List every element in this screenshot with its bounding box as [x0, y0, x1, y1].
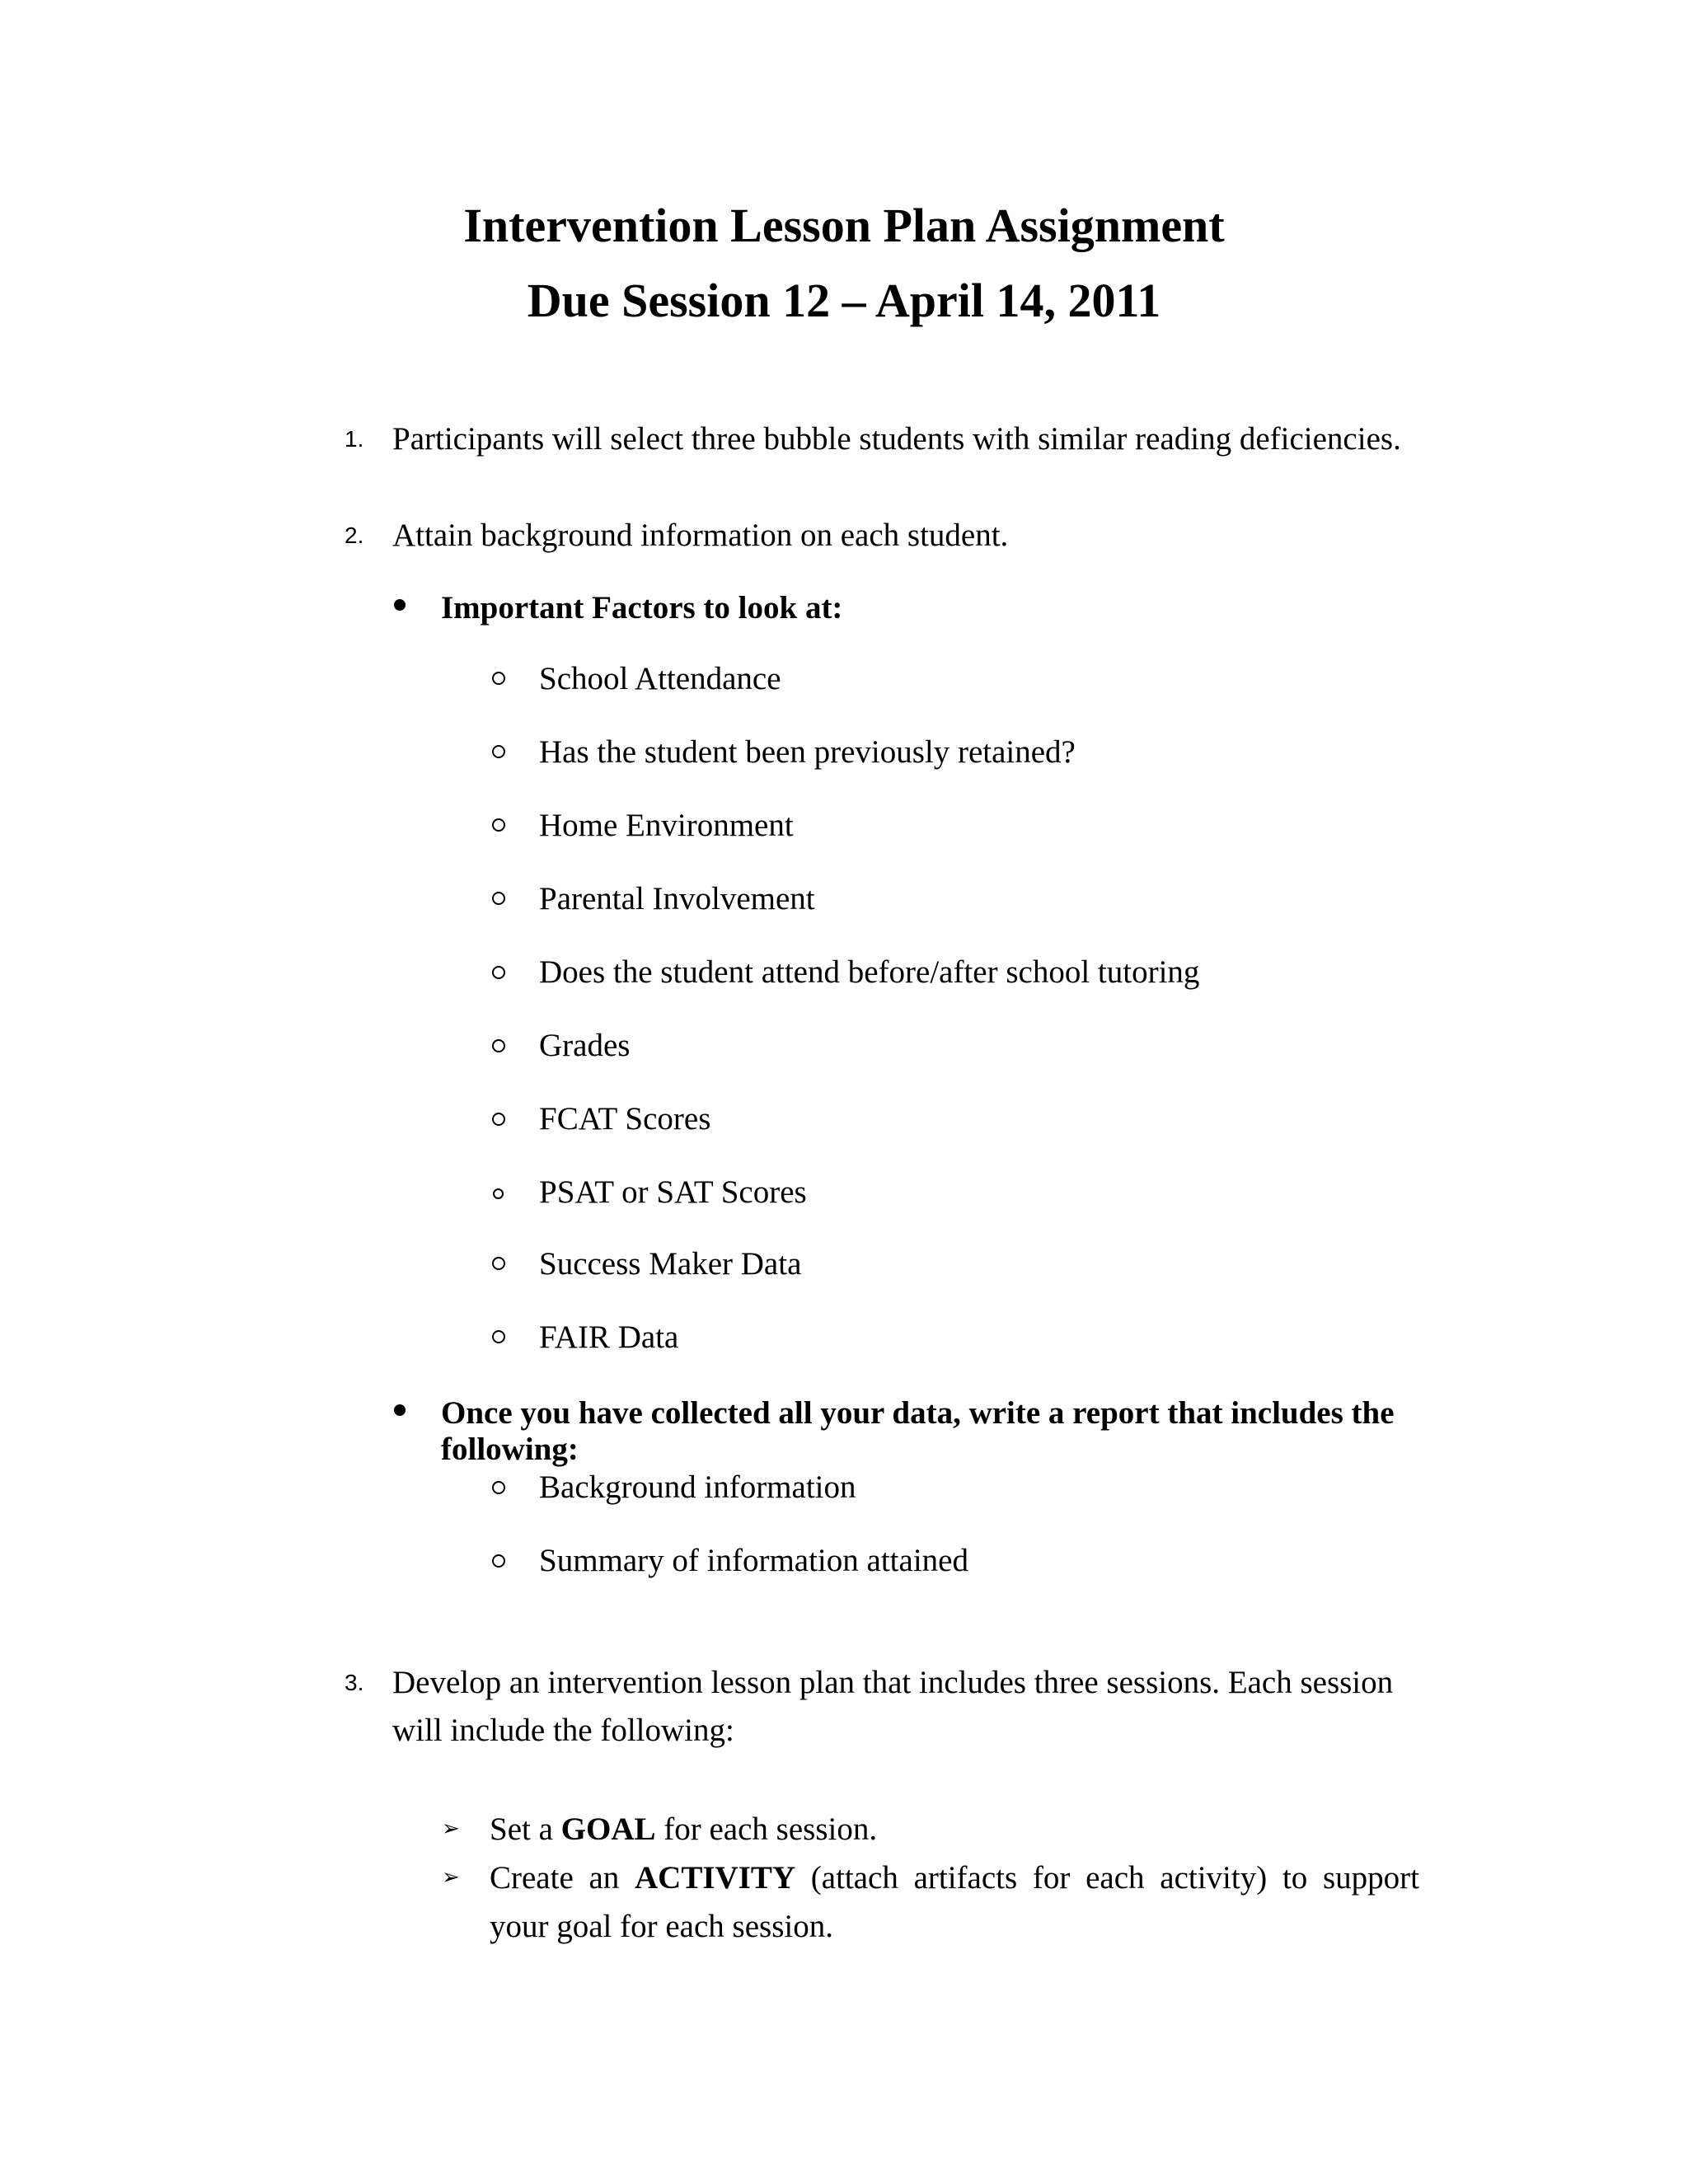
factor-item: Parental Involvement	[539, 881, 815, 916]
factor-item: PSAT or SAT Scores	[539, 1174, 807, 1210]
item-1-text: Participants will select three bubble students with similar reading deficiencies.	[392, 421, 1401, 457]
bullet-icon	[394, 1404, 406, 1416]
activity-word: to	[1282, 1860, 1308, 1896]
arrow-bullet-icon: ➢	[442, 1865, 460, 1890]
activity-word: activity)	[1160, 1860, 1268, 1896]
circle-bullet-icon	[492, 1554, 505, 1568]
circle-bullet-icon	[492, 892, 505, 905]
goal-post: for each session.	[663, 1811, 878, 1847]
item-3-text-line2: will include the following:	[392, 1713, 734, 1748]
factor-item: Does the student attend before/after school tutoring	[539, 954, 1200, 990]
activity-word: for	[1032, 1860, 1071, 1896]
factor-item: Has the student been previously retained?	[539, 734, 1076, 770]
circle-bullet-icon	[492, 818, 505, 832]
item-2-text: Attain background information on each student.	[392, 518, 1009, 553]
bullet-icon	[394, 599, 406, 611]
item-2-number: 2.	[345, 523, 364, 548]
circle-bullet-icon	[493, 1188, 504, 1199]
circle-bullet-icon	[492, 1257, 505, 1270]
report-item: Background information	[539, 1469, 856, 1505]
activity-word: (attach	[810, 1860, 898, 1896]
circle-bullet-icon	[492, 1330, 505, 1343]
circle-bullet-icon	[492, 745, 505, 758]
activity-word: an	[588, 1860, 620, 1896]
factor-item: School Attendance	[539, 661, 781, 696]
activity-line2: your goal for each session.	[490, 1909, 833, 1944]
report-heading-line2: following:	[441, 1432, 579, 1467]
report-item: Summary of information attained	[539, 1543, 968, 1578]
item-1-number: 1.	[345, 426, 364, 452]
arrow-bullet-icon: ➢	[442, 1816, 460, 1841]
circle-bullet-icon	[492, 672, 505, 685]
activity-word: each	[1085, 1860, 1145, 1896]
factors-heading: Important Factors to look at:	[441, 590, 843, 626]
factor-item: FAIR Data	[539, 1319, 679, 1355]
goal-pre: Set a	[490, 1811, 553, 1847]
activity-word: support	[1323, 1860, 1419, 1896]
activity-word: artifacts	[913, 1860, 1018, 1896]
factor-item: Grades	[539, 1028, 631, 1063]
factor-item: Home Environment	[539, 808, 794, 843]
activity-line1	[490, 1862, 1419, 1894]
item-3-text-line1: Develop an intervention lesson plan that includes three sessions. Each session	[392, 1665, 1394, 1700]
factor-item: Success Maker Data	[539, 1246, 802, 1282]
goal-keyword: GOAL	[560, 1811, 656, 1847]
activity-keyword: ACTIVITY	[635, 1860, 796, 1896]
circle-bullet-icon	[492, 966, 505, 979]
circle-bullet-icon	[492, 1039, 505, 1052]
page-subtitle-due-date: Due Session 12 – April 14, 2011	[527, 274, 1161, 327]
circle-bullet-icon	[492, 1113, 505, 1126]
activity-word: Create	[490, 1860, 574, 1896]
report-heading-line1: Once you have collected all your data, write a report that includes the	[441, 1395, 1395, 1431]
goal-line	[490, 1813, 877, 1845]
factor-item: FCAT Scores	[539, 1101, 711, 1137]
item-3-number: 3.	[345, 1670, 364, 1695]
page-title: Intervention Lesson Plan Assignment	[463, 199, 1225, 252]
circle-bullet-icon	[492, 1481, 505, 1494]
